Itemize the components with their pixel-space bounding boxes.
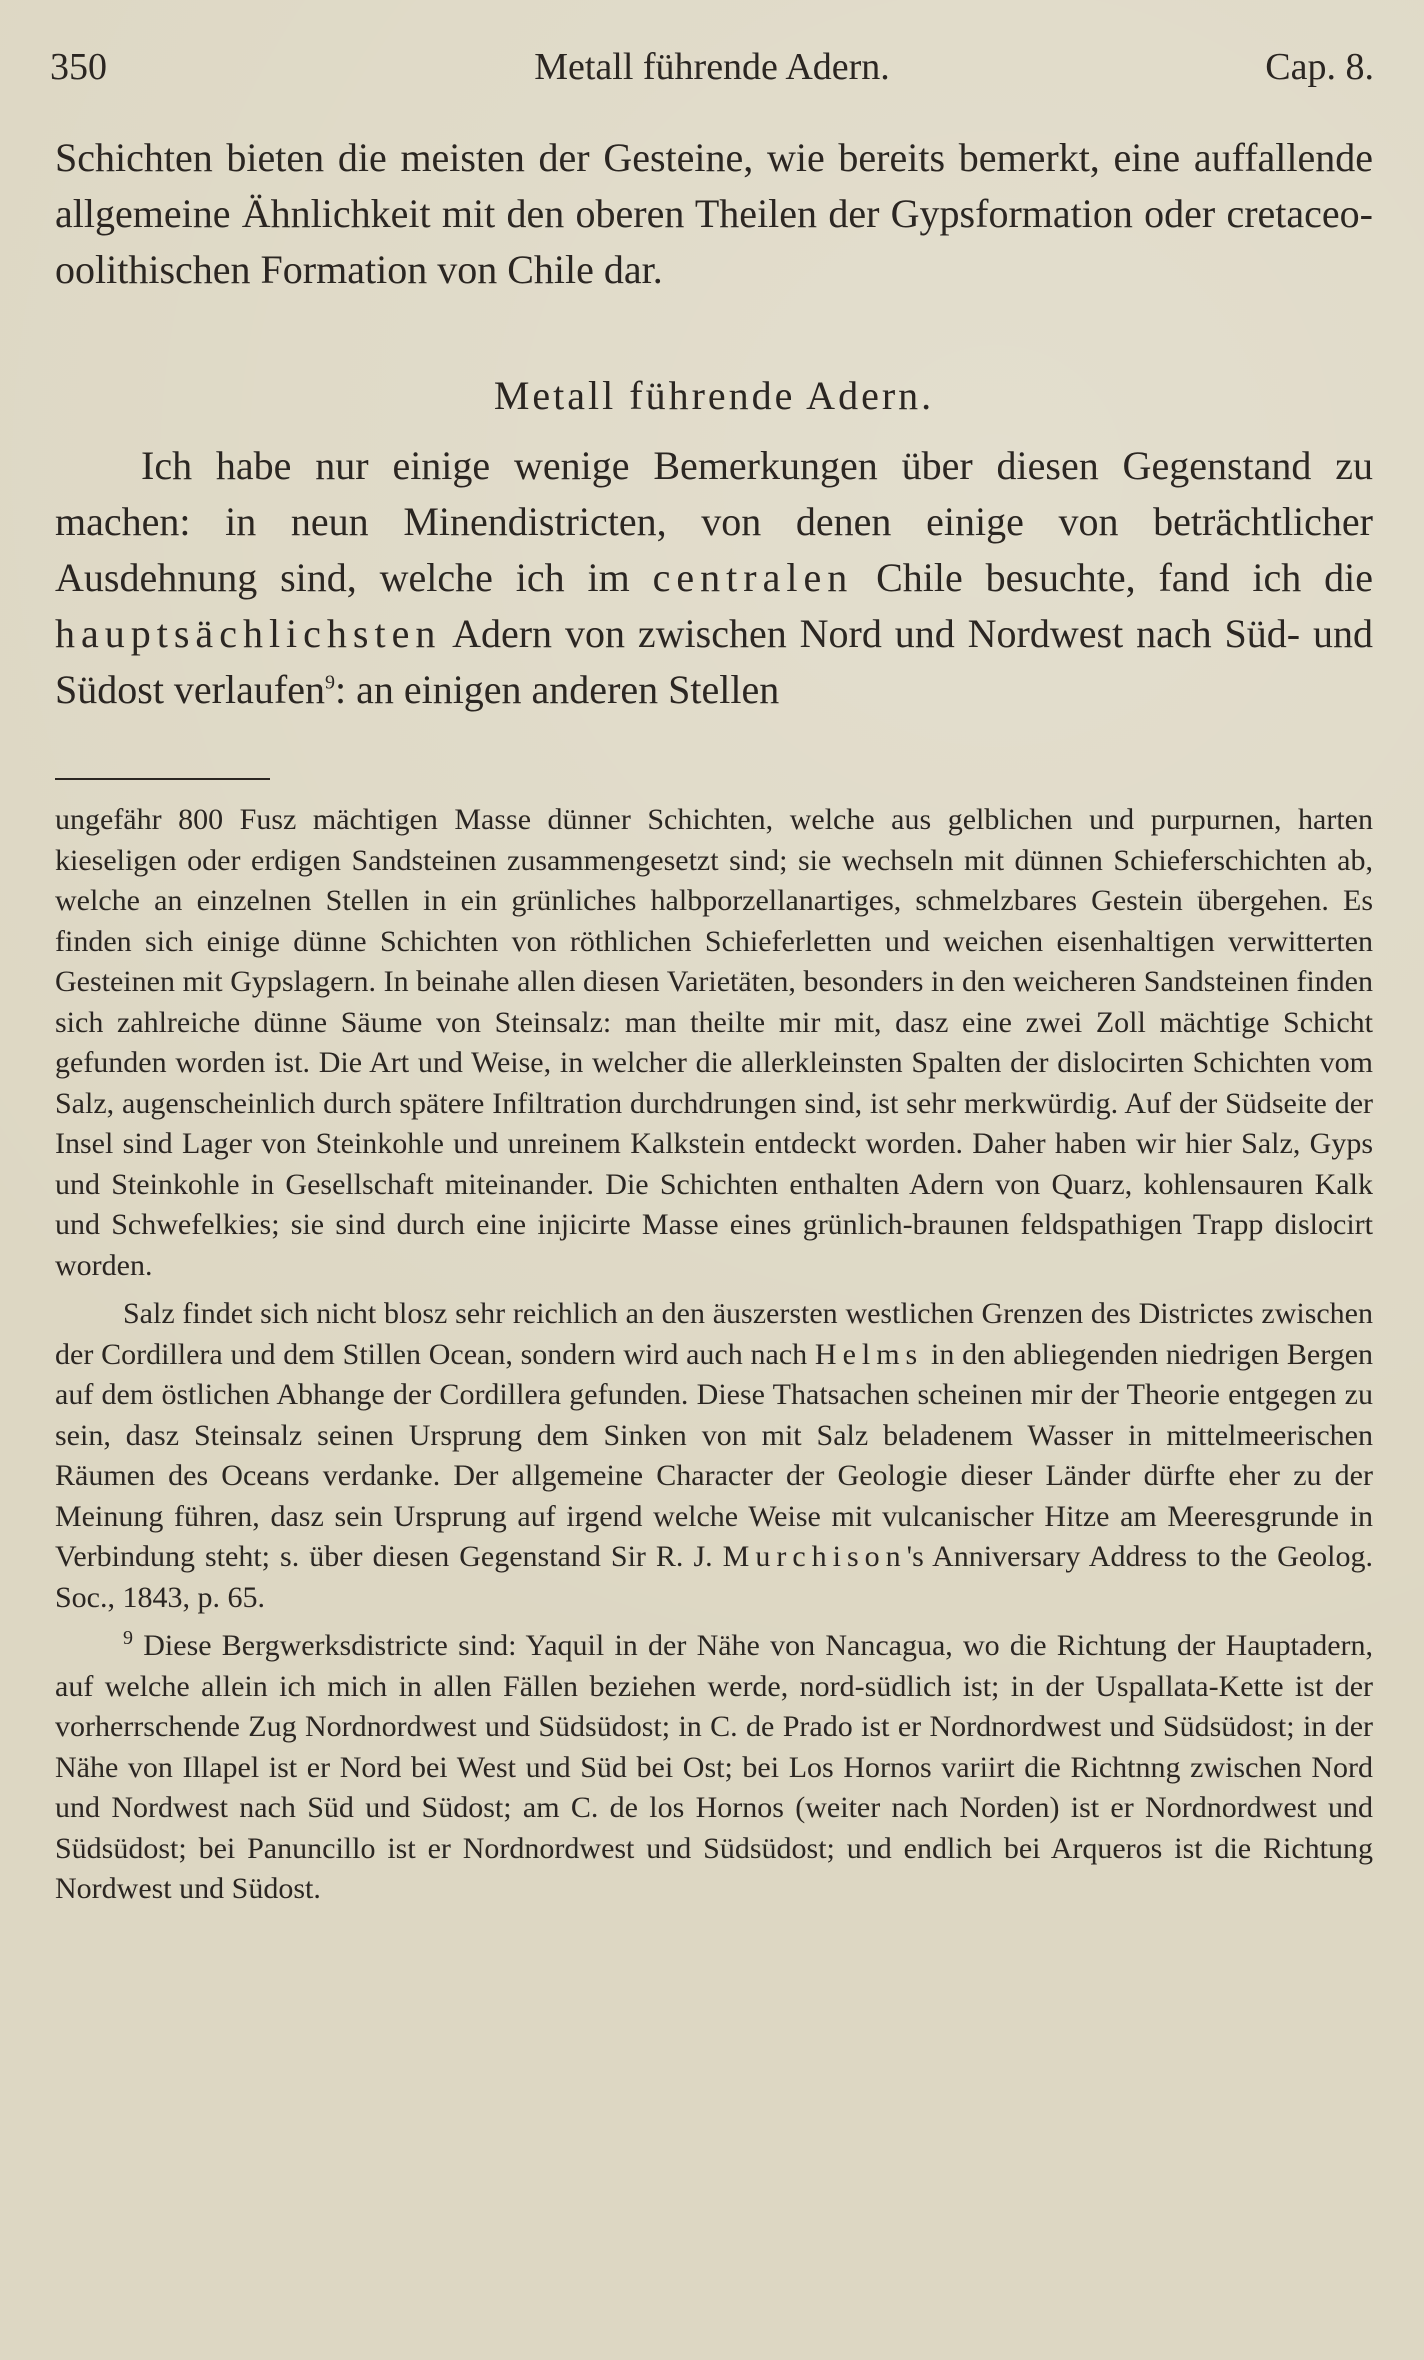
spaced-emphasis: Helms [814, 1337, 924, 1371]
footnote-number: 9 [123, 1627, 133, 1649]
chapter-label: Cap. 8. [1265, 46, 1374, 88]
text-run: Diese Bergwerksdistricte sind: Yaquil in der Nähe von Nancagua, wo die Richtung der Hauptadern, auf welche allein ich mich in allen Fällen beziehen werde, nord-südlich ist; in der Uspallata-Kette ist der vorherrschende Zug Nordnordwest und Südsüdost; in C. de Prado ist er Nordnordwest und Südsüdost; in der Nähe von Illapel ist er Nord bei West und Süd bei Ost; bei Los Hornos variirt die Richtnng zwischen Nord und Nordwest nach Süd und Südost; am C. de los Hornos (weiter nach Norden) ist er Nordnordwest und Südsüdost; bei Panuncillo ist er Nordnordwest und Südsüdost; und endlich bei Arqueros ist die Richtung Nordwest und Südost. [55, 1629, 1374, 1905]
running-header [50, 45, 1374, 95]
footnote-continuation: ungefähr 800 Fusz mächtigen Masse dünner Schichten, welche aus gelblichen und purpurnen, harten kieseligen oder erdigen Sandsteinen zusammengesetzt sind; sie wechseln mit dünnen Schieferschichten ab, welche an einzelnen Stellen in ein grünliches halbporzellanartiges, schmelzbares Gestein übergehen. Es finden sich einige dünne Schichten von röthlichen Schieferletten und weichen eisenhaltigen verwitterten Gesteinen mit Gypslagern. In beinahe allen diesen Varietäten, besonders in den weicheren Sandsteinen finden sich zahlreiche dünne Säume von Steinsalz: man theilte mir mit, dasz eine zwei Zoll mächtige Schicht gefunden worden ist. Die Art und Weise, in welcher die allerkleinsten Spalten der dislocirten Schichten vom Salz, augenscheinlich durch spätere Infiltration durchdrungen sind, ist sehr merkwürdig. Auf der Südseite der Insel sind Lager von Steinkohle und unreinem Kalkstein entdeckt worden. Daher haben wir hier Salz, Gyps und Steinkohle in Gesellschaft miteinander. Die Schichten enthalten Adern von Quarz, kohlensauren Kalk und Schwefelkies; sie sind durch eine injicirte Masse eines grünlich-braunen feldspathigen Trapp dislocirt worden. [55, 803, 1373, 1282]
spaced-emphasis: hauptsächlichsten [55, 611, 442, 656]
page-number: 350 [50, 46, 107, 88]
footnotes [55, 800, 1373, 1910]
text-run: Ich habe nur einige wenige Bemerkungen über diesen Gegenstand zu machen: in neun Minendistricten, von denen einige von beträchtlicher Ausdehnung sind, welche ich im [55, 443, 1373, 600]
text-run: 's Anniversary Address to the Geolog. Soc., 1843, p. 65. [55, 1540, 1373, 1614]
footnote-9 [55, 1626, 1373, 1910]
text-run: in den abliegenden niedrigen Bergen auf dem östlichen Abhange der Cordillera gefunden. Diese Thatsachen scheinen mir der Theorie entgegen zu sein, dasz Steinsalz seinen Ursprung dem Sinken von mit Salz beladenem Wasser in mittelmeerischen Räumen des Oceans verdanke. Der allgemeine Character der Geologie dieser Länder dürfte eher zu der Meinung führen, dasz sein Ursprung auf irgend welche Weise mit vulcanischer Hitze am Meeresgrunde in Verbindung steht; s. über diesen Gegenstand Sir R. J. [55, 1337, 1374, 1573]
running-title: Metall führende Adern. [534, 46, 890, 88]
text-run: : an einigen anderen Stellen [334, 667, 780, 712]
text-run: Chile besuchte, fand ich die [876, 555, 1374, 600]
main-text [55, 130, 1373, 718]
spaced-emphasis: Murchison [722, 1540, 907, 1573]
section-heading: Metall führende Adern. [493, 373, 935, 418]
footnote-paragraph [55, 1294, 1373, 1618]
section-paragraph [55, 438, 1373, 718]
text-run: Adern von zwischen Nord und Nordwest nach Süd- und Südost verlaufen [55, 611, 1373, 712]
spaced-emphasis: centralen [652, 555, 854, 600]
text-run: Salz findet sich nicht blosz sehr reichlich an den äuszersten westlichen Grenzen des Districtes zwischen der Cordillera und dem Stillen Ocean, sondern wird auch nach [55, 1297, 1373, 1371]
footnote-rule [55, 778, 270, 780]
continued-paragraph: Schichten bieten die meisten der Gesteine, wie bereits bemerkt, eine auffallende allgemeine Ähnlichkeit mit den oberen Theilen der Gypsformation oder cretaceo-oolithischen Formation von Chile dar. [55, 135, 1373, 292]
footnote-reference: 9 [324, 671, 335, 694]
